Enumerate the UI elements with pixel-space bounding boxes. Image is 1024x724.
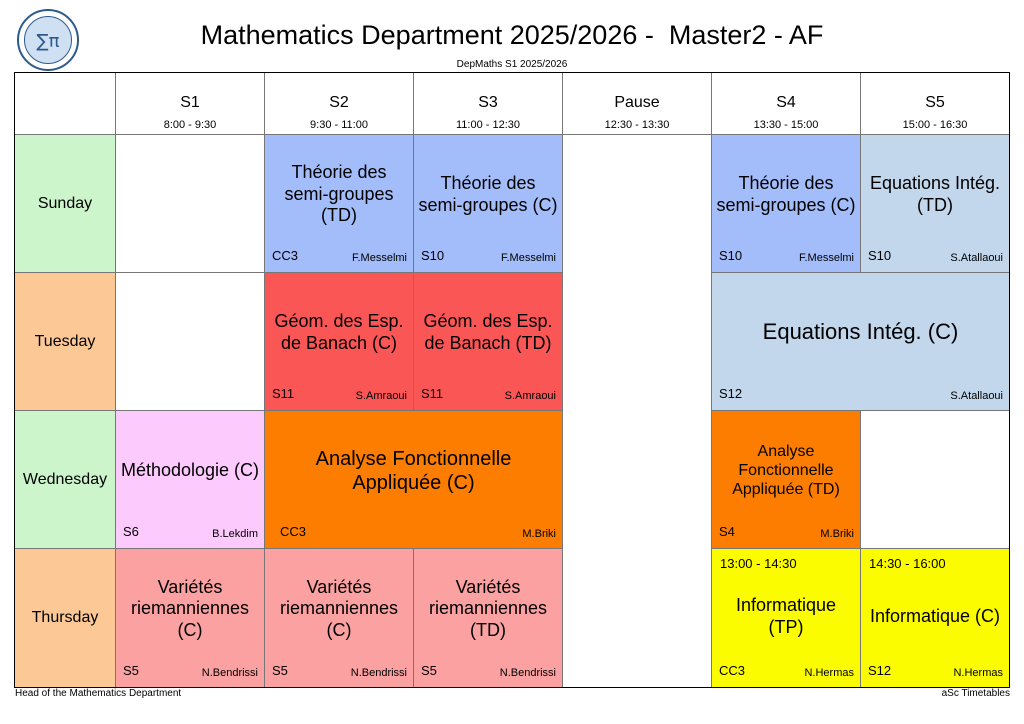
lesson-card[interactable]: [712, 135, 861, 273]
slot-time: 8:00 - 9:30: [163, 119, 217, 131]
empty-cell: [116, 135, 265, 273]
slot-time: 12:30 - 13:30: [604, 119, 670, 131]
lesson-teacher: N.Bendrissi: [201, 667, 258, 679]
timetable-grid: [14, 72, 1010, 688]
lesson-teacher: N.Bendrissi: [350, 667, 407, 679]
slot-name: S2: [329, 94, 349, 111]
slot-name: S3: [478, 94, 498, 111]
lesson-name: Analyse Fonctionnelle Appliquée (TD): [732, 442, 840, 499]
lesson-time: 13:00 - 14:30: [720, 556, 797, 571]
day-thursday: Thursday: [15, 549, 116, 687]
lesson-room: CC3: [280, 524, 307, 539]
lesson-name: Théorie des semi-groupes (C): [418, 172, 558, 215]
lesson-room: S4: [719, 524, 735, 539]
lesson-name: Variétés riemanniennes (C): [130, 576, 250, 640]
lesson-time: 14:30 - 16:00: [869, 556, 946, 571]
lesson-room: S5: [123, 663, 139, 678]
lesson-room: S5: [421, 663, 437, 678]
footer-credit: aSc Timetables: [941, 688, 1010, 699]
slot-time: 15:00 - 16:30: [902, 119, 968, 131]
lesson-teacher: F.Messelmi: [500, 252, 556, 264]
slot-time: 11:00 - 12:30: [455, 119, 520, 131]
lesson-card[interactable]: [712, 273, 1009, 411]
footer-signature-label: Head of the Mathematics Department: [15, 688, 182, 699]
lesson-name: Variétés riemanniennes (C): [279, 576, 399, 640]
slot-time: 13:30 - 15:00: [753, 119, 819, 131]
day-tuesday: Tuesday: [15, 273, 116, 411]
lesson-card[interactable]: [265, 273, 414, 411]
lesson-room: CC3: [719, 663, 746, 678]
empty-cell: [116, 273, 265, 411]
lesson-card[interactable]: [265, 549, 414, 687]
lesson-room: S12: [868, 663, 892, 678]
lesson-teacher: B.Lekdim: [212, 528, 258, 540]
lesson-card[interactable]: [116, 411, 265, 549]
lesson-teacher: N.Hermas: [953, 667, 1003, 679]
page-title: Mathematics Department 2025/2026 - Master2 - AF: [200, 20, 824, 50]
slot-name: S5: [925, 94, 945, 111]
lesson-name: Théorie des semi-groupes (TD): [284, 162, 394, 226]
corner-cell: [15, 73, 116, 135]
lesson-card[interactable]: [116, 549, 265, 687]
lesson-name: Géom. des Esp. de Banach (TD): [423, 310, 553, 353]
lesson-room: S10: [421, 248, 445, 263]
lesson-teacher: F.Messelmi: [351, 252, 407, 264]
lesson-teacher: N.Bendrissi: [499, 667, 556, 679]
lesson-teacher: N.Hermas: [804, 667, 854, 679]
lesson-name: Variétés riemanniennes (TD): [428, 576, 548, 640]
slot-header-s5: [861, 73, 1009, 135]
pause-column: [563, 135, 712, 687]
lesson-teacher: S.Atallaoui: [950, 390, 1003, 402]
slot-name: Pause: [614, 94, 660, 111]
lesson-room: S11: [421, 386, 444, 401]
lesson-room: S10: [868, 248, 892, 263]
slot-name: S1: [180, 94, 200, 111]
lesson-room: S6: [123, 524, 139, 539]
lesson-card[interactable]: [861, 549, 1009, 687]
lesson-name: Equations Intég. (TD): [869, 172, 1001, 215]
lesson-room: S12: [719, 386, 743, 401]
lesson-teacher: S.Amraoui: [355, 390, 407, 402]
lesson-name: Géom. des Esp. de Banach (C): [274, 310, 404, 353]
lesson-card[interactable]: [414, 135, 563, 273]
logo-mark: ∑π: [36, 31, 60, 52]
slot-time: 9:30 - 11:00: [310, 119, 368, 131]
slot-header-pause: [563, 73, 712, 135]
slot-header-s3: [414, 73, 563, 135]
lesson-name: Informatique (C): [869, 606, 1001, 627]
lesson-name: Informatique (TP): [735, 595, 837, 637]
lesson-teacher: M.Briki: [820, 528, 854, 540]
lesson-name: Méthodologie (C): [120, 459, 260, 480]
empty-cell: [861, 411, 1009, 549]
lesson-teacher: S.Amraoui: [504, 390, 556, 402]
slot-name: S4: [776, 94, 796, 111]
lesson-card[interactable]: [265, 135, 414, 273]
slot-header-s1: [116, 73, 265, 135]
lesson-teacher: F.Messelmi: [798, 252, 854, 264]
slot-header-s2: [265, 73, 414, 135]
lesson-card[interactable]: [712, 549, 861, 687]
lesson-card[interactable]: [712, 411, 861, 549]
lesson-card[interactable]: [414, 273, 563, 411]
lesson-room: S5: [272, 663, 288, 678]
lesson-card[interactable]: [265, 411, 563, 549]
day-wednesday: Wednesday: [15, 411, 116, 549]
page-subtitle: DepMaths S1 2025/2026: [456, 59, 568, 70]
lesson-name: Théorie des semi-groupes (C): [716, 172, 856, 215]
lesson-room: S10: [719, 248, 743, 263]
lesson-card[interactable]: [861, 135, 1009, 273]
lesson-name: Analyse Fonctionnelle Appliquée (C): [315, 447, 512, 494]
lesson-teacher: S.Atallaoui: [950, 252, 1003, 264]
lesson-name: Equations Intég. (C): [762, 319, 959, 345]
lesson-room: S11: [272, 386, 295, 401]
lesson-teacher: M.Briki: [522, 528, 556, 540]
lesson-card[interactable]: [414, 549, 563, 687]
slot-header-s4: [712, 73, 861, 135]
day-sunday: Sunday: [15, 135, 116, 273]
lesson-room: CC3: [272, 248, 299, 263]
